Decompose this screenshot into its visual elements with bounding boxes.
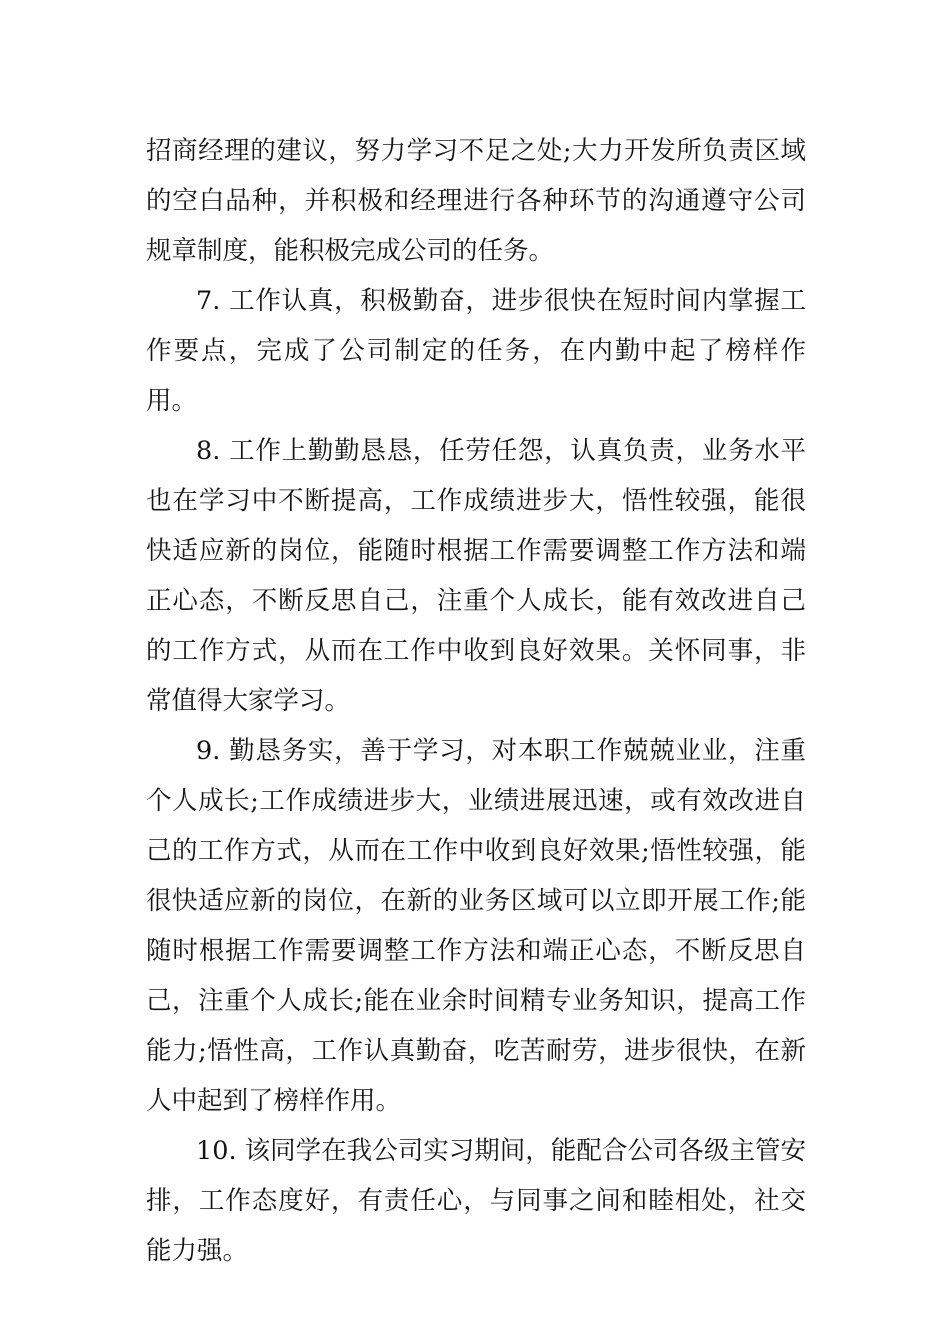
paragraph-7 [146,276,806,426]
paragraph-10 [146,1126,806,1276]
paragraph-text: 工作上勤勤恳恳，任劳任怨，认真负责，业务水平也在学习中不断提高，工作成绩进步大，悟性较强，能很快适应新的岗位，能随时根据工作需要调整工作方法和端正心态，不断反思自己，注重个人成长，能有效改进自己的工作方式，从而在工作中收到良好效果。关怀同事，非常值得大家学习。 [146,436,806,716]
paragraph-number: 8. [196,436,221,466]
paragraph-number: 7. [196,286,221,316]
document-body [146,126,806,1276]
paragraph-text: 勤恳务实，善于学习，对本职工作兢兢业业，注重个人成长;工作成绩进步大，业绩进展迅速，或有效改进自己的工作方式，从而在工作中收到良好效果;悟性较强，能很快适应新的岗位，在新的业务区域可以立即开展工作;能随时根据工作需要调整工作方法和端正心态，不断反思自己，注重个人成长;能在业余时间精专业务知识，提高工作能力;悟性高，工作认真勤奋，吃苦耐劳，进步很快，在新人中起到了榜样作用。 [146,736,806,1116]
paragraph-number: 9. [196,736,221,766]
paragraph-text: 工作认真，积极勤奋，进步很快在短时间内掌握工作要点，完成了公司制定的任务，在内勤中起了榜样作用。 [146,286,806,416]
paragraph-8 [146,426,806,726]
paragraph-9 [146,726,806,1126]
paragraph-text: 该同学在我公司实习期间，能配合公司各级主管安排，工作态度好，有责任心，与同事之间和睦相处，社交能力强。 [146,1136,806,1266]
paragraph-text: 招商经理的建议，努力学习不足之处;大力开发所负责区域的空白品种，并积极和经理进行各种环节的沟通遵守公司规章制度，能积极完成公司的任务。 [146,136,806,266]
paragraph-continuation [146,126,806,276]
paragraph-number: 10. [196,1136,237,1166]
